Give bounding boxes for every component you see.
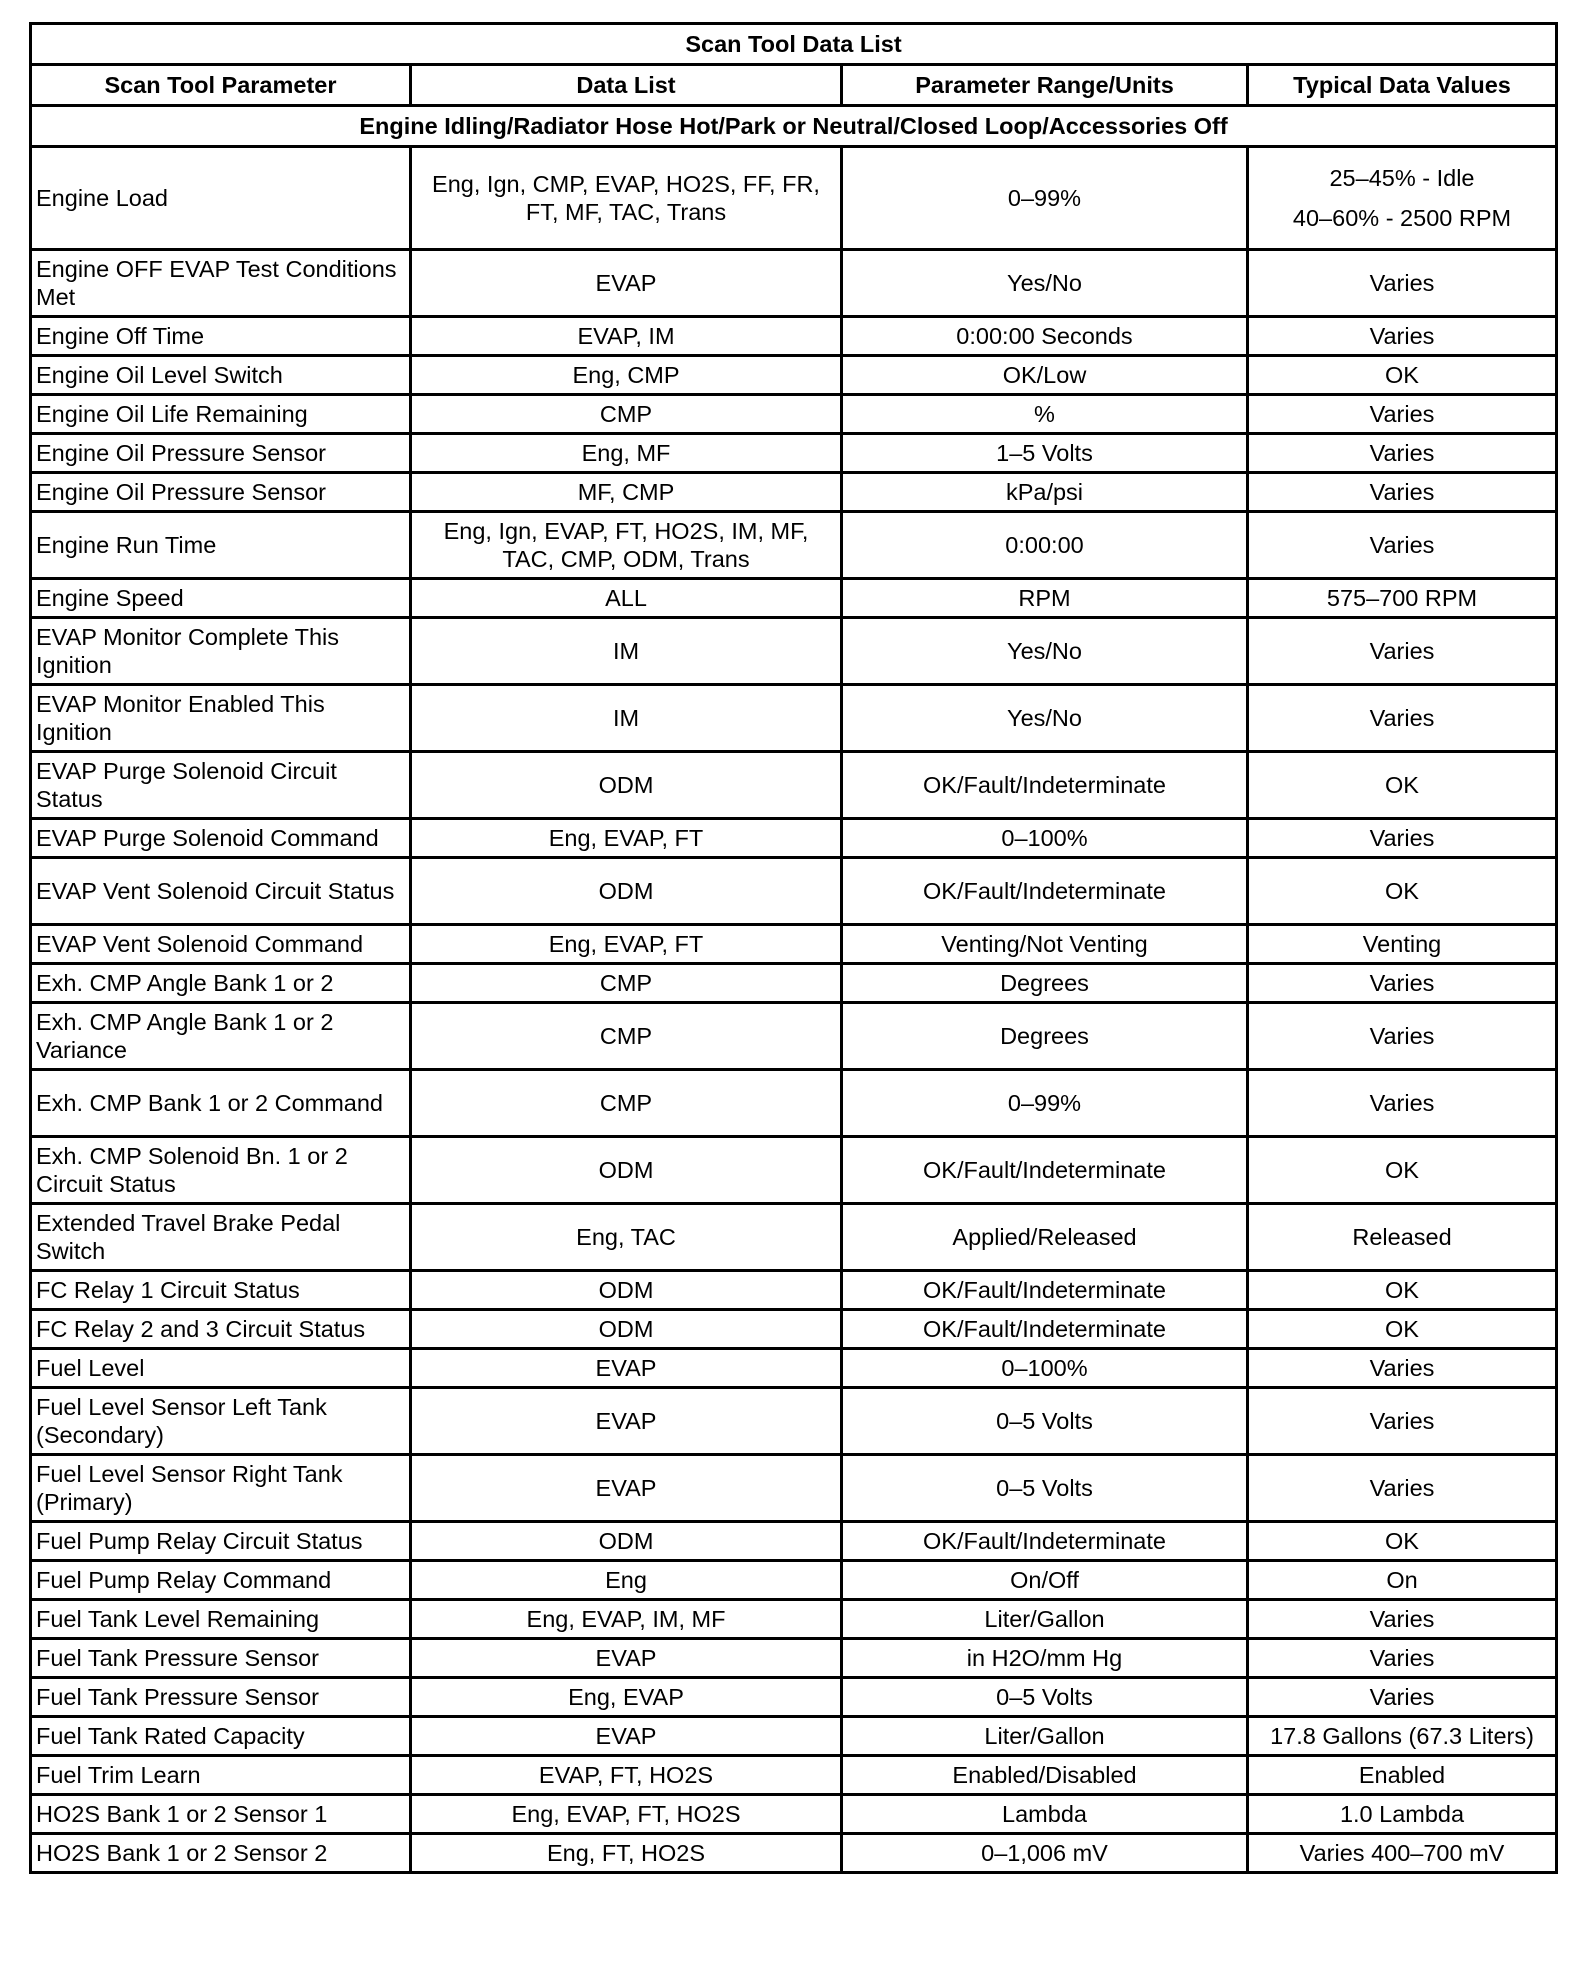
typical-cell: Varies	[1248, 964, 1557, 1003]
range-cell: Liter/Gallon	[842, 1717, 1248, 1756]
typical-cell: OK	[1248, 752, 1557, 819]
data-list-cell: CMP	[411, 395, 842, 434]
parameter-cell: Fuel Level Sensor Left Tank (Secondary)	[31, 1388, 411, 1455]
data-list-cell: EVAP	[411, 250, 842, 317]
data-list-cell: Eng, CMP	[411, 356, 842, 395]
table-row	[31, 1070, 1557, 1137]
parameter-cell: EVAP Monitor Complete This Ignition	[31, 618, 411, 685]
typical-value-2500: 40–60% - 2500 RPM	[1292, 205, 1512, 231]
table-row	[31, 1756, 1557, 1795]
range-cell: OK/Low	[842, 356, 1248, 395]
data-list-cell: Eng, Ign, EVAP, FT, HO2S, IM, MF, TAC, CMP, ODM, Trans	[411, 512, 842, 579]
typical-cell: Varies	[1248, 1639, 1557, 1678]
typical-cell: Varies	[1248, 395, 1557, 434]
parameter-cell: Engine Oil Life Remaining	[31, 395, 411, 434]
column-header-range: Parameter Range/Units	[842, 65, 1248, 106]
table-row	[31, 1310, 1557, 1349]
range-cell: OK/Fault/Indeterminate	[842, 752, 1248, 819]
table-row	[31, 1522, 1557, 1561]
table-row	[31, 964, 1557, 1003]
typical-cell: Varies 400–700 mV	[1248, 1834, 1557, 1873]
data-list-cell: ODM	[411, 1137, 842, 1204]
typical-cell: 1.0 Lambda	[1248, 1795, 1557, 1834]
table-row	[31, 1639, 1557, 1678]
table-row	[31, 579, 1557, 618]
range-cell: Enabled/Disabled	[842, 1756, 1248, 1795]
data-list-cell: CMP	[411, 964, 842, 1003]
typical-cell: Varies	[1248, 434, 1557, 473]
table-row	[31, 1561, 1557, 1600]
table-row	[31, 317, 1557, 356]
typical-cell: OK	[1248, 1310, 1557, 1349]
range-cell: 0–99%	[842, 1070, 1248, 1137]
range-cell: Degrees	[842, 1003, 1248, 1070]
data-list-cell: Eng, TAC	[411, 1204, 842, 1271]
typical-cell: OK	[1248, 1522, 1557, 1561]
table-row	[31, 512, 1557, 579]
range-cell: Liter/Gallon	[842, 1600, 1248, 1639]
parameter-cell: Fuel Tank Pressure Sensor	[31, 1678, 411, 1717]
data-list-cell: Eng, EVAP, FT	[411, 925, 842, 964]
range-cell: Yes/No	[842, 685, 1248, 752]
table-row	[31, 1003, 1557, 1070]
typical-cell: 17.8 Gallons (67.3 Liters)	[1248, 1717, 1557, 1756]
table-row	[31, 752, 1557, 819]
parameter-cell: Exh. CMP Angle Bank 1 or 2	[31, 964, 411, 1003]
parameter-cell: Fuel Level Sensor Right Tank (Primary)	[31, 1455, 411, 1522]
typical-cell: Varies	[1248, 1003, 1557, 1070]
table-row	[31, 1795, 1557, 1834]
parameter-cell: Engine Load	[31, 147, 411, 250]
typical-cell: Varies	[1248, 250, 1557, 317]
range-cell: 0–99%	[842, 147, 1248, 250]
table-row	[31, 819, 1557, 858]
parameter-cell: Exh. CMP Solenoid Bn. 1 or 2 Circuit Status	[31, 1137, 411, 1204]
parameter-cell: HO2S Bank 1 or 2 Sensor 1	[31, 1795, 411, 1834]
table-row	[31, 1388, 1557, 1455]
table-row	[31, 250, 1557, 317]
parameter-cell: Fuel Tank Level Remaining	[31, 1600, 411, 1639]
data-list-cell: Eng, EVAP, IM, MF	[411, 1600, 842, 1639]
parameter-cell: Fuel Level	[31, 1349, 411, 1388]
data-list-cell: IM	[411, 685, 842, 752]
table-row	[31, 356, 1557, 395]
range-cell: 0–5 Volts	[842, 1678, 1248, 1717]
parameter-cell: EVAP Vent Solenoid Command	[31, 925, 411, 964]
parameter-cell: EVAP Purge Solenoid Command	[31, 819, 411, 858]
typical-cell: Varies	[1248, 618, 1557, 685]
table-row	[31, 434, 1557, 473]
parameter-cell: HO2S Bank 1 or 2 Sensor 2	[31, 1834, 411, 1873]
typical-cell: Venting	[1248, 925, 1557, 964]
scan-tool-data-table	[29, 22, 1558, 1874]
range-cell: Venting/Not Venting	[842, 925, 1248, 964]
typical-cell: 575–700 RPM	[1248, 579, 1557, 618]
table-row	[31, 1834, 1557, 1873]
typical-cell: Varies	[1248, 1349, 1557, 1388]
typical-cell: Varies	[1248, 819, 1557, 858]
data-list-cell: ALL	[411, 579, 842, 618]
data-list-cell: CMP	[411, 1003, 842, 1070]
column-header-data-list: Data List	[411, 65, 842, 106]
typical-cell: Varies	[1248, 1455, 1557, 1522]
parameter-cell: EVAP Vent Solenoid Circuit Status	[31, 858, 411, 925]
data-list-cell: EVAP	[411, 1717, 842, 1756]
data-list-cell: Eng, Ign, CMP, EVAP, HO2S, FF, FR, FT, MF, TAC, Trans	[411, 147, 842, 250]
parameter-cell: EVAP Monitor Enabled This Ignition	[31, 685, 411, 752]
table-row	[31, 395, 1557, 434]
data-list-cell: IM	[411, 618, 842, 685]
range-cell: OK/Fault/Indeterminate	[842, 1271, 1248, 1310]
table-row	[31, 685, 1557, 752]
parameter-cell: Extended Travel Brake Pedal Switch	[31, 1204, 411, 1271]
table-title: Scan Tool Data List	[31, 24, 1557, 65]
range-cell: 0:00:00	[842, 512, 1248, 579]
typical-cell: Varies	[1248, 1600, 1557, 1639]
table-row	[31, 1600, 1557, 1639]
range-cell: 0:00:00 Seconds	[842, 317, 1248, 356]
parameter-cell: Engine OFF EVAP Test Conditions Met	[31, 250, 411, 317]
parameter-cell: Engine Oil Pressure Sensor	[31, 434, 411, 473]
data-list-cell: EVAP	[411, 1388, 842, 1455]
table-row	[31, 1678, 1557, 1717]
data-list-cell: ODM	[411, 1271, 842, 1310]
table-row	[31, 1271, 1557, 1310]
data-list-cell: CMP	[411, 1070, 842, 1137]
data-list-cell: ODM	[411, 1310, 842, 1349]
data-list-cell: Eng, EVAP, FT	[411, 819, 842, 858]
range-cell: kPa/psi	[842, 473, 1248, 512]
range-cell: RPM	[842, 579, 1248, 618]
range-cell: 0–100%	[842, 1349, 1248, 1388]
data-list-cell: Eng, FT, HO2S	[411, 1834, 842, 1873]
range-cell: in H2O/mm Hg	[842, 1639, 1248, 1678]
typical-cell: Varies	[1248, 1678, 1557, 1717]
range-cell: OK/Fault/Indeterminate	[842, 858, 1248, 925]
typical-cell: Varies	[1248, 317, 1557, 356]
typical-cell: Varies	[1248, 685, 1557, 752]
document-page	[29, 22, 1555, 1874]
data-list-cell: ODM	[411, 858, 842, 925]
range-cell: Lambda	[842, 1795, 1248, 1834]
parameter-cell: Engine Off Time	[31, 317, 411, 356]
table-row	[31, 925, 1557, 964]
parameter-cell: EVAP Purge Solenoid Circuit Status	[31, 752, 411, 819]
parameter-cell: Engine Oil Pressure Sensor	[31, 473, 411, 512]
data-list-cell: EVAP, FT, HO2S	[411, 1756, 842, 1795]
table-row	[31, 1204, 1557, 1271]
typical-cell: Varies	[1248, 1388, 1557, 1455]
range-cell: OK/Fault/Indeterminate	[842, 1137, 1248, 1204]
parameter-cell: FC Relay 1 Circuit Status	[31, 1271, 411, 1310]
parameter-cell: Engine Run Time	[31, 512, 411, 579]
range-cell: 0–1,006 mV	[842, 1834, 1248, 1873]
parameter-cell: FC Relay 2 and 3 Circuit Status	[31, 1310, 411, 1349]
table-row	[31, 618, 1557, 685]
typical-cell: Varies	[1248, 1070, 1557, 1137]
spacer	[1253, 192, 1551, 204]
table-row	[31, 858, 1557, 925]
data-list-cell: ODM	[411, 752, 842, 819]
parameter-cell: Engine Oil Level Switch	[31, 356, 411, 395]
range-cell: Degrees	[842, 964, 1248, 1003]
table-row	[31, 1717, 1557, 1756]
parameter-cell: Fuel Tank Pressure Sensor	[31, 1639, 411, 1678]
range-cell: 0–5 Volts	[842, 1455, 1248, 1522]
data-list-cell: MF, CMP	[411, 473, 842, 512]
range-cell: Yes/No	[842, 250, 1248, 317]
typical-cell: Released	[1248, 1204, 1557, 1271]
range-cell: 0–5 Volts	[842, 1388, 1248, 1455]
data-list-cell: Eng, MF	[411, 434, 842, 473]
parameter-cell: Fuel Pump Relay Command	[31, 1561, 411, 1600]
typical-cell: On	[1248, 1561, 1557, 1600]
range-cell: %	[842, 395, 1248, 434]
range-cell: On/Off	[842, 1561, 1248, 1600]
table-row	[31, 473, 1557, 512]
parameter-cell: Fuel Tank Rated Capacity	[31, 1717, 411, 1756]
parameter-cell: Exh. CMP Bank 1 or 2 Command	[31, 1070, 411, 1137]
typical-cell: OK	[1248, 1137, 1557, 1204]
typical-cell	[1248, 147, 1557, 250]
data-list-cell: Eng	[411, 1561, 842, 1600]
parameter-cell: Engine Speed	[31, 579, 411, 618]
data-list-cell: EVAP	[411, 1349, 842, 1388]
column-header-typical: Typical Data Values	[1248, 65, 1557, 106]
typical-value-idle: 25–45% - Idle	[1329, 165, 1475, 191]
parameter-cell: Fuel Trim Learn	[31, 1756, 411, 1795]
range-cell: OK/Fault/Indeterminate	[842, 1522, 1248, 1561]
typical-cell: Varies	[1248, 512, 1557, 579]
typical-cell: Varies	[1248, 473, 1557, 512]
range-cell: 0–100%	[842, 819, 1248, 858]
typical-cell: Enabled	[1248, 1756, 1557, 1795]
data-list-cell: Eng, EVAP	[411, 1678, 842, 1717]
data-list-cell: ODM	[411, 1522, 842, 1561]
table-row	[31, 147, 1557, 250]
typical-cell: OK	[1248, 356, 1557, 395]
data-list-cell: EVAP, IM	[411, 317, 842, 356]
table-row	[31, 1349, 1557, 1388]
data-list-cell: EVAP	[411, 1455, 842, 1522]
parameter-cell: Fuel Pump Relay Circuit Status	[31, 1522, 411, 1561]
parameter-cell: Exh. CMP Angle Bank 1 or 2 Variance	[31, 1003, 411, 1070]
typical-cell: OK	[1248, 858, 1557, 925]
typical-cell: OK	[1248, 1271, 1557, 1310]
data-list-cell: Eng, EVAP, FT, HO2S	[411, 1795, 842, 1834]
table-row	[31, 1137, 1557, 1204]
range-cell: Yes/No	[842, 618, 1248, 685]
column-header-parameter: Scan Tool Parameter	[31, 65, 411, 106]
range-cell: 1–5 Volts	[842, 434, 1248, 473]
test-condition-row: Engine Idling/Radiator Hose Hot/Park or Neutral/Closed Loop/Accessories Off	[31, 106, 1557, 147]
table-row	[31, 1455, 1557, 1522]
range-cell: OK/Fault/Indeterminate	[842, 1310, 1248, 1349]
range-cell: Applied/Released	[842, 1204, 1248, 1271]
data-list-cell: EVAP	[411, 1639, 842, 1678]
